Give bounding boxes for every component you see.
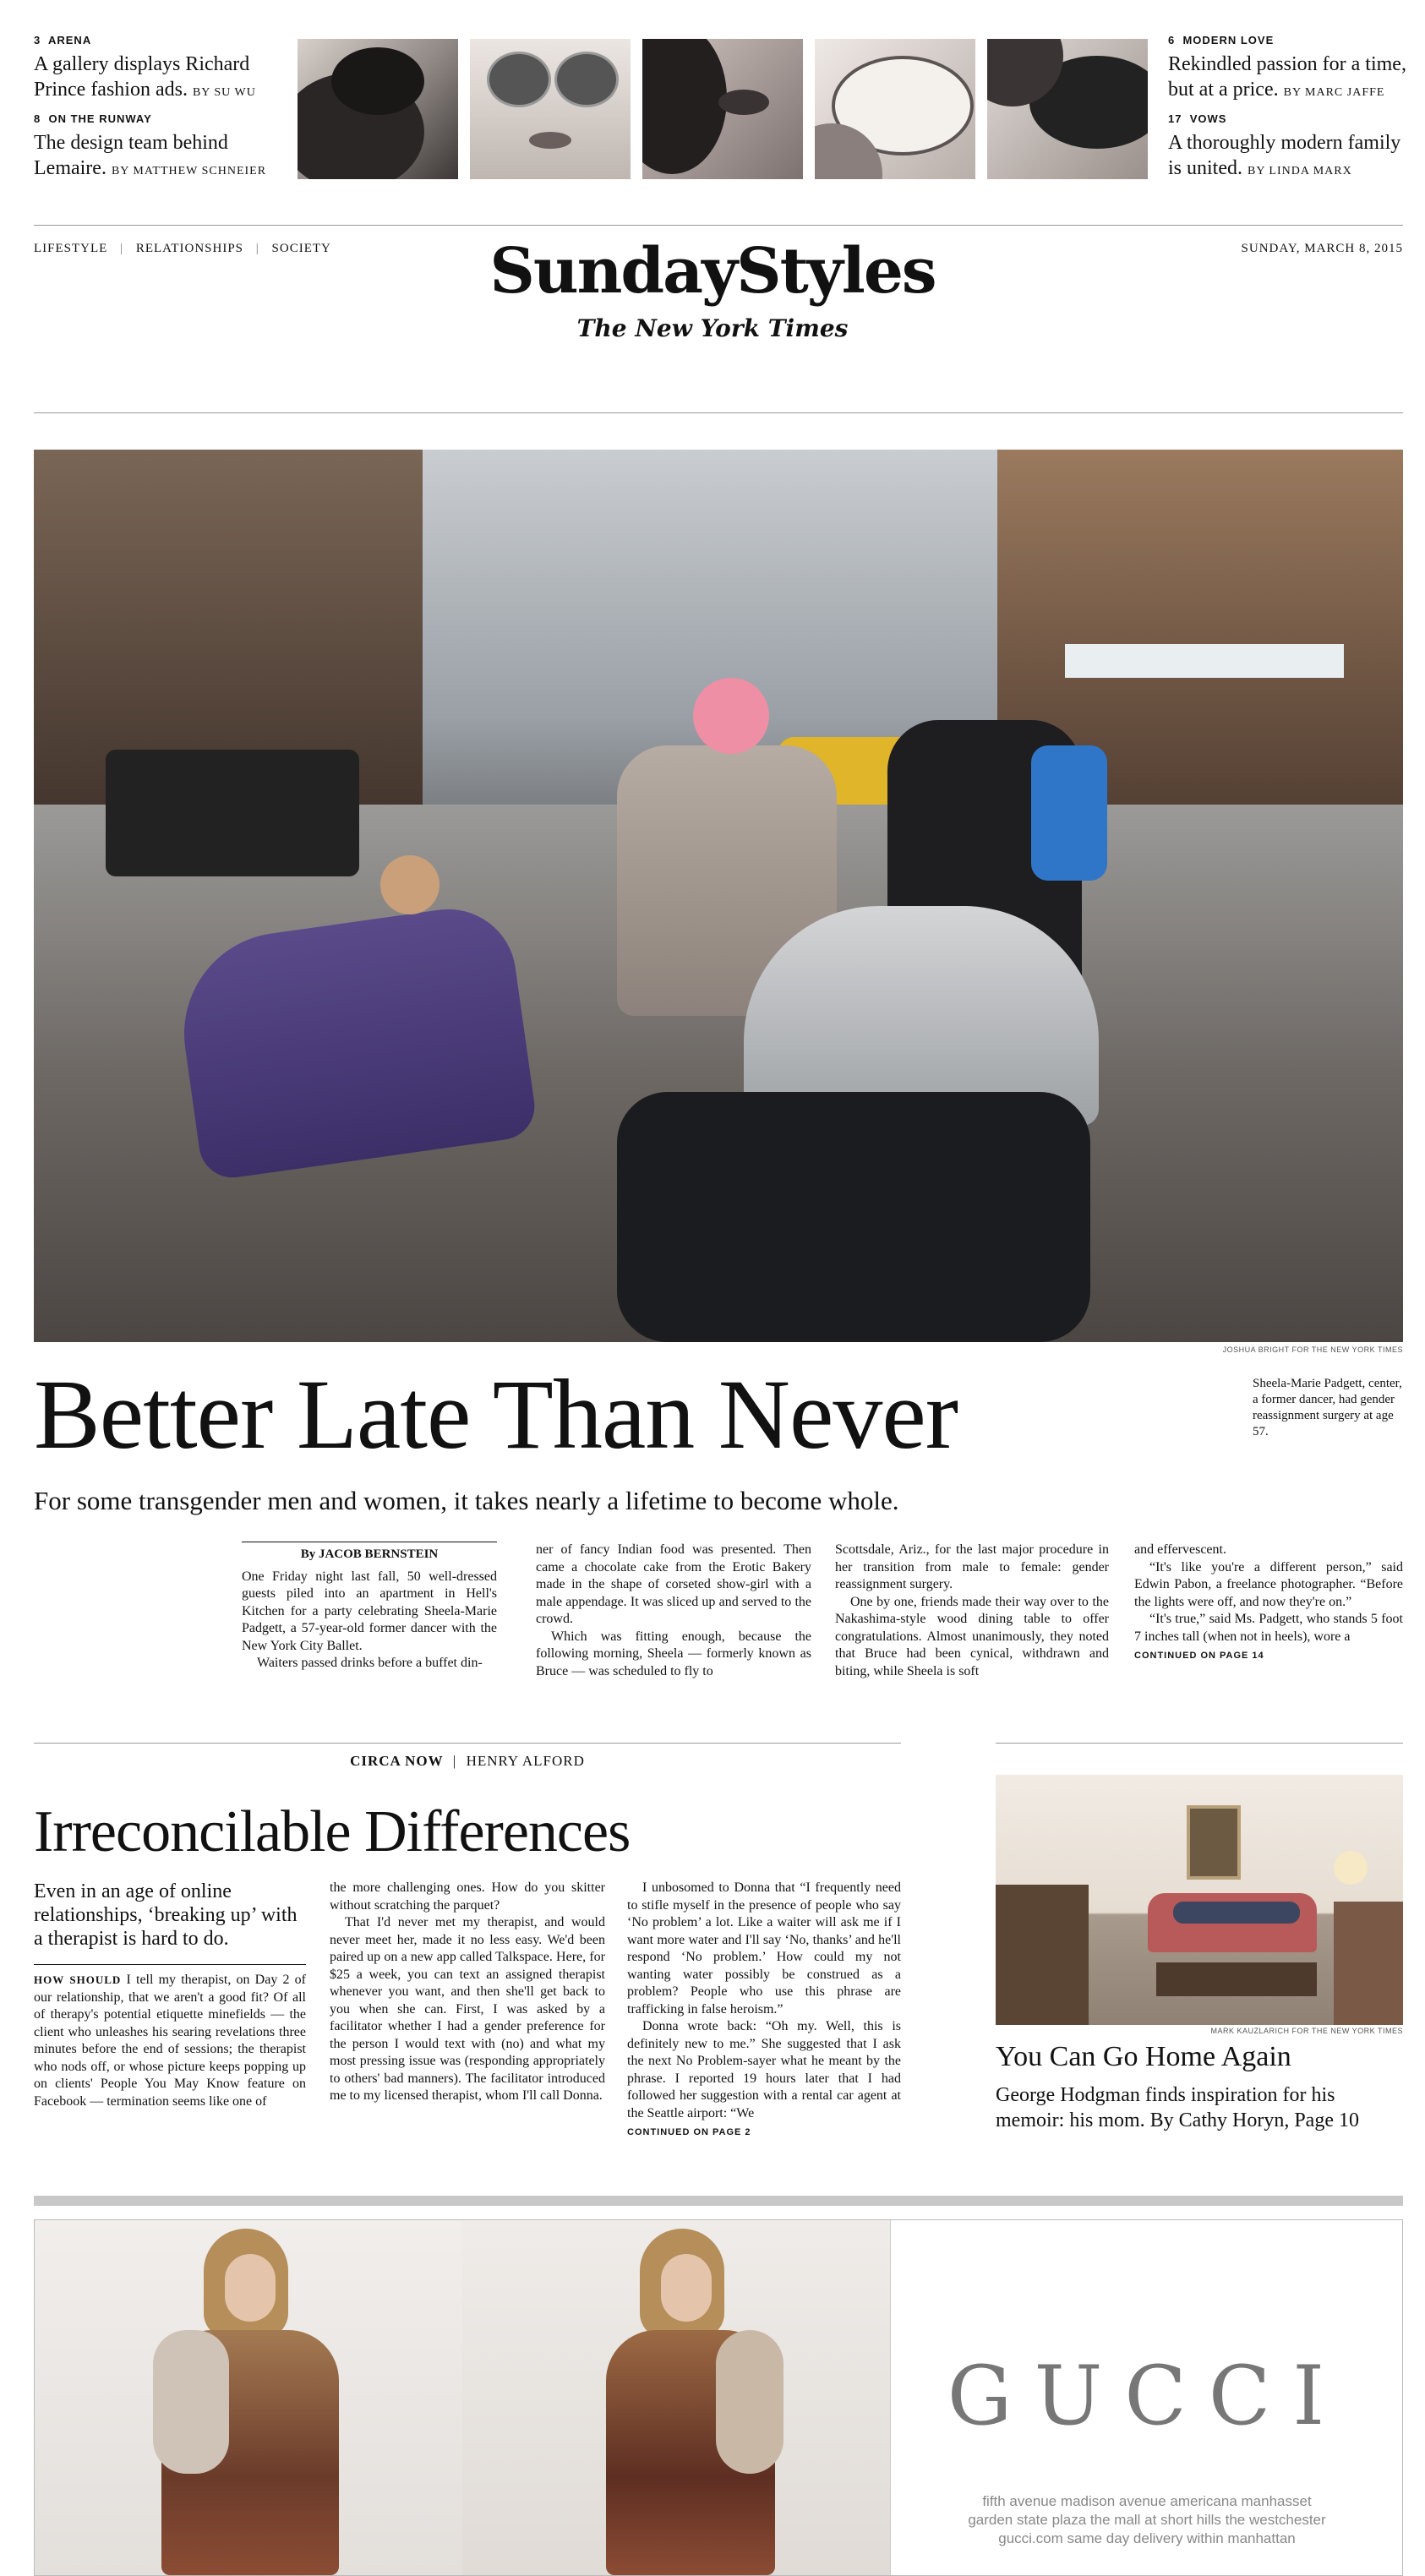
teaser-section: ON THE RUNWAY <box>48 112 152 125</box>
second-column-3 <box>627 1880 901 2142</box>
ad-model-photo-2 <box>462 2220 890 2575</box>
teaser-right-1[interactable] <box>1168 34 1413 106</box>
section-title: SundayStyles <box>489 235 936 308</box>
lead-byline: By JACOB BERNSTEIN <box>242 1542 497 1564</box>
teaser-number: 8 <box>34 112 41 125</box>
second-deck: Even in an age of online relationships, ‘breaking up’ with a therapist is hard to do. <box>34 1880 298 1950</box>
teaser-headline: A thoroughly modern family is united. <box>1168 132 1401 179</box>
second-headline[interactable]: Irreconcilable Differences <box>34 1799 631 1864</box>
gucci-logo: GUCCI <box>947 2349 1347 2443</box>
side-photo-credit: MARK KAUZLARICH FOR THE NEW YORK TIMES <box>1210 2027 1403 2035</box>
second-continued[interactable]: CONTINUED ON PAGE 2 <box>627 2127 751 2137</box>
lead-paragraph: One by one, friends made their way over to the Nakashima-style wood dining table to offer congratulations. Almost unanimously, they noted that Bruce had been cynical, withdrawn and biting, while Sheela is soft <box>835 1594 1109 1678</box>
issue-date: SUNDAY, MARCH 8, 2015 <box>1241 242 1403 255</box>
second-column-2 <box>330 1880 605 2105</box>
ad-line: gucci.com same day delivery within manhattan <box>998 2530 1296 2546</box>
second-column-1 <box>34 1964 306 2110</box>
second-top-rule <box>34 1743 901 1744</box>
lead-headline[interactable]: Better Late Than Never <box>34 1359 958 1470</box>
teaser-number: 3 <box>34 34 41 46</box>
teaser-section: ARENA <box>47 34 92 46</box>
second-paragraph: I tell my therapist, on Day 2 of our relationship, that we aren't a good fit? Of all of therapy's potential etiquette minefields — the client who unleashes his searing revelations three minutes before the end of sessions; the therapist who nods off, or whose picture keeps popping up on clients' People You May Know feature on Facebook — termination seems like one of <box>34 1973 307 2109</box>
lead-continued[interactable]: CONTINUED ON PAGE 14 <box>1134 1651 1264 1661</box>
masthead-top-rule <box>34 225 1403 226</box>
ad-store-list <box>891 2492 1403 2548</box>
lead-paragraph: “It's true,” said Ms. Padgett, who stands 5 foot 7 inches tall (when not in heels), wore a <box>1134 1612 1403 1644</box>
lead-photo-caption: Sheela-Marie Padgett, center, a former dancer, had gender reassignment surgery at age 57. <box>1253 1377 1402 1438</box>
teaser-number: 6 <box>1168 34 1176 46</box>
teaser-left-1[interactable] <box>34 34 270 106</box>
lead-paragraph: “It's like you're a different person,” said Edwin Pabon, a freelance photographer. “Before the lights were off, and now they're on.” <box>1134 1559 1403 1609</box>
teaser-byline: BY SU WU <box>192 86 256 99</box>
masthead-bottom-rule <box>34 412 1403 413</box>
lead-paragraph: One Friday night last fall, 50 well-dressed guests piled into an apartment in Hell's Kitchen for a party celebrating Sheela-Marie Padgett, a 57-year-old former dancer with the New York City Ballet. <box>242 1569 497 1653</box>
ad-line: fifth avenue madison avenue americana manhasset <box>982 2493 1312 2509</box>
teaser-number: 17 <box>1168 112 1182 125</box>
ad-top-bar <box>34 2196 1403 2206</box>
lead-paragraph: Waiters passed drinks before a buffet din- <box>257 1656 483 1670</box>
kicker-label: CIRCA NOW <box>350 1753 444 1769</box>
teaser-right-2[interactable] <box>1168 112 1413 184</box>
teaser-byline: BY MATTHEW SCHNEIER <box>111 165 267 177</box>
columnist-name: HENRY ALFORD <box>466 1753 585 1769</box>
column-kicker: CIRCA NOW | HENRY ALFORD <box>350 1753 585 1769</box>
teaser-headline: The design team behind Lemaire. <box>34 132 228 179</box>
second-paragraph: I unbosomed to Donna that “I frequently need to stifle myself in the presence of people who say ‘No problem’ a lot. Like a waiter will ask me if I want more water and I'll say ‘No, thanks’ and he'll respond ‘No problem.’ How could my not wanting water possibly be construed as a problem? People who use this phrase are trafficking in false heroism.” <box>627 1880 901 2017</box>
ad-brand-panel <box>890 2220 1403 2575</box>
teaser-headline: A gallery displays Richard Prince fashion ads. <box>34 53 250 101</box>
lead-column-1 <box>242 1542 497 1673</box>
lead-in: HOW SHOULD <box>34 1973 122 1986</box>
lead-column-4 <box>1134 1542 1403 1665</box>
teaser-section: MODERN LOVE <box>1182 34 1275 46</box>
lead-column-3 <box>835 1542 1109 1680</box>
ad-model-photo-1 <box>35 2220 462 2575</box>
teaser-left-2[interactable] <box>34 112 279 184</box>
lead-paragraph: and effervescent. <box>1134 1542 1226 1557</box>
teaser-byline: BY MARC JAFFE <box>1283 86 1385 99</box>
lead-column-2 <box>536 1542 811 1680</box>
teaser-section: VOWS <box>1189 112 1227 125</box>
nav-society[interactable]: SOCIETY <box>271 242 331 255</box>
lead-subhead: For some transgender men and women, it takes nearly a lifetime to become whole. <box>34 1486 899 1515</box>
second-paragraph: the more challenging ones. How do you skitter without scratching the parquet? <box>330 1880 605 1913</box>
side-deck: George Hodgman finds inspiration for his memoir: his mom. By Cathy Horyn, Page 10 <box>996 2084 1359 2131</box>
gucci-ad[interactable] <box>34 2219 1403 2576</box>
teaser-thumb-4[interactable] <box>815 39 975 179</box>
second-paragraph: Donna wrote back: “Oh my. Well, this is definitely new to me.” She suggested that I ask the next No Problem-sayer what he meant by the phrase. I reported 19 hours later that I had followed her suggestion with a rental car agent at the Seattle airport: “We <box>627 2019 901 2120</box>
side-top-rule <box>996 1743 1403 1744</box>
side-headline[interactable]: You Can Go Home Again <box>996 2041 1291 2072</box>
lead-photo-credit: JOSHUA BRIGHT FOR THE NEW YORK TIMES <box>1222 1345 1403 1354</box>
teaser-thumb-1[interactable] <box>298 39 458 179</box>
newspaper-name: The New York Times <box>576 314 849 342</box>
ad-line: garden state plaza the mall at short hills the westchester <box>968 2512 1326 2528</box>
section-nav: LIFESTYLE | RELATIONSHIPS | SOCIETY <box>34 242 331 255</box>
lead-paragraph: Which was fitting enough, because the following morning, Sheela — formerly known as Bruce — was scheduled to fly to <box>536 1629 811 1678</box>
teaser-thumb-2[interactable] <box>470 39 631 179</box>
teaser-byline: BY LINDA MARX <box>1248 165 1352 177</box>
lead-paragraph: Scottsdale, Ariz., for the last major procedure in her transition from male to female: gender reassignment surgery. <box>835 1542 1109 1591</box>
nav-lifestyle[interactable]: LIFESTYLE <box>34 242 108 255</box>
teaser-thumb-5[interactable] <box>987 39 1148 179</box>
teaser-headline: Rekindled passion for a time, but at a price. <box>1168 53 1406 101</box>
nav-relationships[interactable]: RELATIONSHIPS <box>135 242 244 255</box>
lead-paragraph: ner of fancy Indian food was presented. Then came a chocolate cake from the Erotic Bakery made in the shape of corseted show-girl with a male appendage. It was sliced up and served to the crowd. <box>536 1542 811 1626</box>
side-photo[interactable] <box>996 1775 1403 2025</box>
second-paragraph: That I'd never met my therapist, and would never meet her, made it no less easy. We'd been paired up on a new app called Talkspace. Here, for $25 a week, you can text an assigned therapist whenever you want, and then she'll get back to you when she can. First, I was asked by a facilitator whether I had a gender preference for the person I would text with (no) and what my most pressing issue was (responding appropriately to others' bad manners). The facilitator introduced me to my licensed therapist, whom I'll call Donna. <box>330 1915 605 2103</box>
lead-photo[interactable] <box>34 450 1403 1342</box>
teaser-thumb-3[interactable] <box>642 39 803 179</box>
